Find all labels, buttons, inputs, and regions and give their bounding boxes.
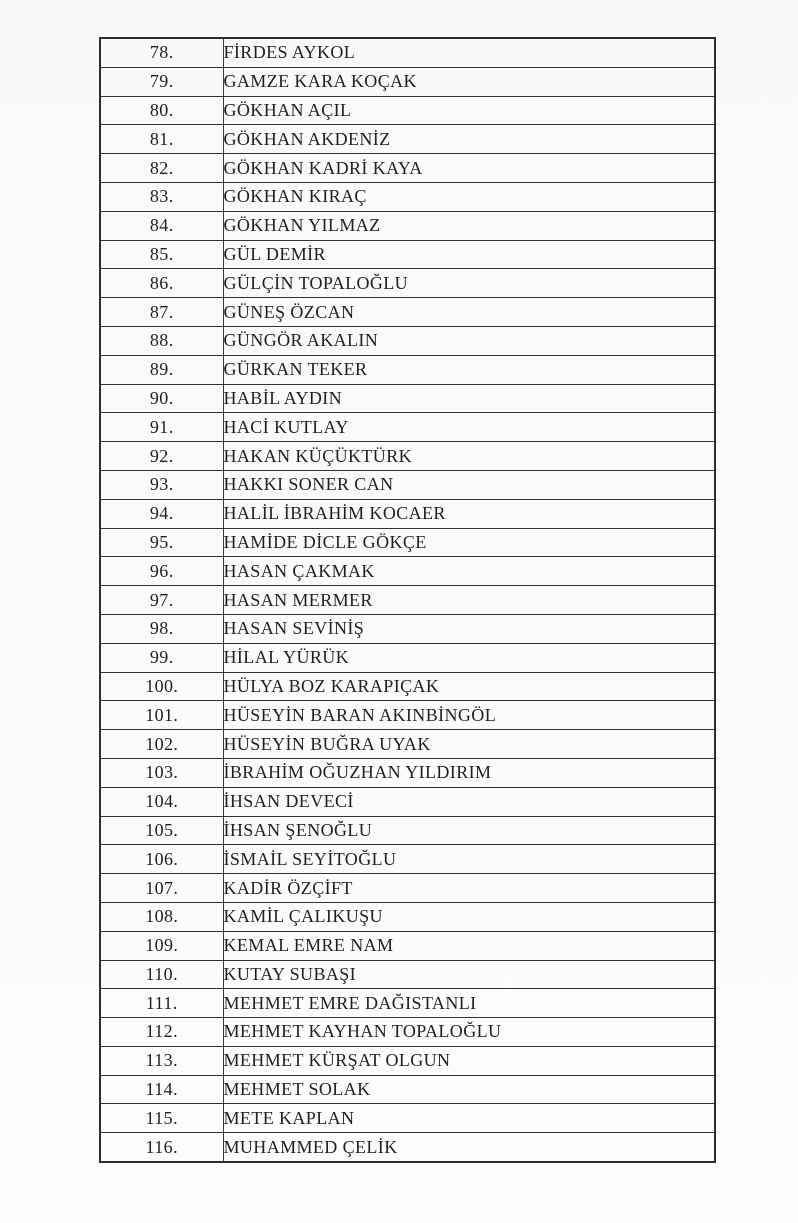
row-number-cell: 97. — [100, 586, 223, 615]
table-row — [100, 1133, 715, 1162]
row-name-cell: KAMİL ÇALIKUŞU — [223, 902, 715, 931]
row-number-cell: 114. — [100, 1075, 223, 1104]
row-name-cell: GÖKHAN KADRİ KAYA — [223, 154, 715, 183]
row-name-cell: HACİ KUTLAY — [223, 413, 715, 442]
name-list-table-body — [100, 38, 715, 1162]
row-number-cell: 81. — [100, 125, 223, 154]
row-number-cell: 99. — [100, 643, 223, 672]
row-number-cell: 104. — [100, 787, 223, 816]
row-number-cell: 115. — [100, 1104, 223, 1133]
table-row — [100, 730, 715, 759]
row-name-cell: GÖKHAN AÇIL — [223, 96, 715, 125]
row-name-cell: HASAN ÇAKMAK — [223, 557, 715, 586]
row-name-cell: HÜSEYİN BARAN AKINBİNGÖL — [223, 701, 715, 730]
row-name-cell: KADİR ÖZÇİFT — [223, 874, 715, 903]
row-name-cell: HÜSEYİN BUĞRA UYAK — [223, 730, 715, 759]
row-name-cell: GÜRKAN TEKER — [223, 355, 715, 384]
table-row — [100, 125, 715, 154]
row-name-cell: GÖKHAN YILMAZ — [223, 211, 715, 240]
row-name-cell: METE KAPLAN — [223, 1104, 715, 1133]
row-number-cell: 113. — [100, 1046, 223, 1075]
table-row — [100, 1075, 715, 1104]
table-row — [100, 499, 715, 528]
row-name-cell: HAKAN KÜÇÜKTÜRK — [223, 442, 715, 471]
table-row — [100, 816, 715, 845]
row-number-cell: 109. — [100, 931, 223, 960]
row-name-cell: HÜLYA BOZ KARAPIÇAK — [223, 672, 715, 701]
row-number-cell: 111. — [100, 989, 223, 1018]
table-row — [100, 701, 715, 730]
table-row — [100, 154, 715, 183]
row-number-cell: 94. — [100, 499, 223, 528]
table-row — [100, 1046, 715, 1075]
table-row — [100, 989, 715, 1018]
row-name-cell: MUHAMMED ÇELİK — [223, 1133, 715, 1162]
row-number-cell: 102. — [100, 730, 223, 759]
row-name-cell: HAMİDE DİCLE GÖKÇE — [223, 528, 715, 557]
table-row — [100, 902, 715, 931]
table-row — [100, 1104, 715, 1133]
row-name-cell: İHSAN DEVECİ — [223, 787, 715, 816]
row-number-cell: 87. — [100, 298, 223, 327]
row-number-cell: 92. — [100, 442, 223, 471]
row-number-cell: 90. — [100, 384, 223, 413]
table-row — [100, 67, 715, 96]
row-number-cell: 80. — [100, 96, 223, 125]
row-name-cell: GÖKHAN KIRAÇ — [223, 182, 715, 211]
table-row — [100, 643, 715, 672]
row-number-cell: 91. — [100, 413, 223, 442]
table-row — [100, 96, 715, 125]
row-number-cell: 79. — [100, 67, 223, 96]
row-number-cell: 116. — [100, 1133, 223, 1162]
row-name-cell: İHSAN ŞENOĞLU — [223, 816, 715, 845]
table-row — [100, 874, 715, 903]
table-row — [100, 38, 715, 67]
row-number-cell: 107. — [100, 874, 223, 903]
table-row — [100, 413, 715, 442]
table-row — [100, 470, 715, 499]
row-number-cell: 96. — [100, 557, 223, 586]
row-number-cell: 78. — [100, 38, 223, 67]
row-number-cell: 103. — [100, 758, 223, 787]
table-row — [100, 787, 715, 816]
row-number-cell: 85. — [100, 240, 223, 269]
row-name-cell: GÜL DEMİR — [223, 240, 715, 269]
row-name-cell: HİLAL YÜRÜK — [223, 643, 715, 672]
table-row — [100, 355, 715, 384]
row-name-cell: HALİL İBRAHİM KOCAER — [223, 499, 715, 528]
row-name-cell: KUTAY SUBAŞI — [223, 960, 715, 989]
table-row — [100, 182, 715, 211]
row-name-cell: İBRAHİM OĞUZHAN YILDIRIM — [223, 758, 715, 787]
table-row — [100, 1018, 715, 1047]
row-number-cell: 112. — [100, 1018, 223, 1047]
row-name-cell: GAMZE KARA KOÇAK — [223, 67, 715, 96]
row-name-cell: FİRDES AYKOL — [223, 38, 715, 67]
row-number-cell: 101. — [100, 701, 223, 730]
row-name-cell: MEHMET KÜRŞAT OLGUN — [223, 1046, 715, 1075]
row-number-cell: 105. — [100, 816, 223, 845]
row-name-cell: HABİL AYDIN — [223, 384, 715, 413]
table-row — [100, 557, 715, 586]
row-name-cell: MEHMET EMRE DAĞISTANLI — [223, 989, 715, 1018]
table-row — [100, 614, 715, 643]
row-number-cell: 86. — [100, 269, 223, 298]
row-number-cell: 108. — [100, 902, 223, 931]
row-number-cell: 83. — [100, 182, 223, 211]
table-row — [100, 326, 715, 355]
table-row — [100, 845, 715, 874]
table-row — [100, 586, 715, 615]
row-number-cell: 89. — [100, 355, 223, 384]
name-list-table — [99, 37, 716, 1163]
row-name-cell: KEMAL EMRE NAM — [223, 931, 715, 960]
row-number-cell: 106. — [100, 845, 223, 874]
row-number-cell: 98. — [100, 614, 223, 643]
row-number-cell: 110. — [100, 960, 223, 989]
table-row — [100, 931, 715, 960]
row-number-cell: 93. — [100, 470, 223, 499]
table-row — [100, 269, 715, 298]
row-name-cell: MEHMET SOLAK — [223, 1075, 715, 1104]
row-name-cell: İSMAİL SEYİTOĞLU — [223, 845, 715, 874]
table-row — [100, 240, 715, 269]
row-name-cell: GÜNGÖR AKALIN — [223, 326, 715, 355]
table-row — [100, 528, 715, 557]
table-row — [100, 960, 715, 989]
row-number-cell: 88. — [100, 326, 223, 355]
row-name-cell: MEHMET KAYHAN TOPALOĞLU — [223, 1018, 715, 1047]
table-row — [100, 442, 715, 471]
row-number-cell: 82. — [100, 154, 223, 183]
table-row — [100, 758, 715, 787]
row-name-cell: HASAN MERMER — [223, 586, 715, 615]
table-row — [100, 672, 715, 701]
table-row — [100, 298, 715, 327]
row-name-cell: GÜNEŞ ÖZCAN — [223, 298, 715, 327]
table-row — [100, 384, 715, 413]
row-number-cell: 100. — [100, 672, 223, 701]
row-name-cell: HAKKI SONER CAN — [223, 470, 715, 499]
row-number-cell: 84. — [100, 211, 223, 240]
row-name-cell: GÜLÇİN TOPALOĞLU — [223, 269, 715, 298]
row-name-cell: HASAN SEVİNİŞ — [223, 614, 715, 643]
table-row — [100, 211, 715, 240]
row-name-cell: GÖKHAN AKDENİZ — [223, 125, 715, 154]
row-number-cell: 95. — [100, 528, 223, 557]
